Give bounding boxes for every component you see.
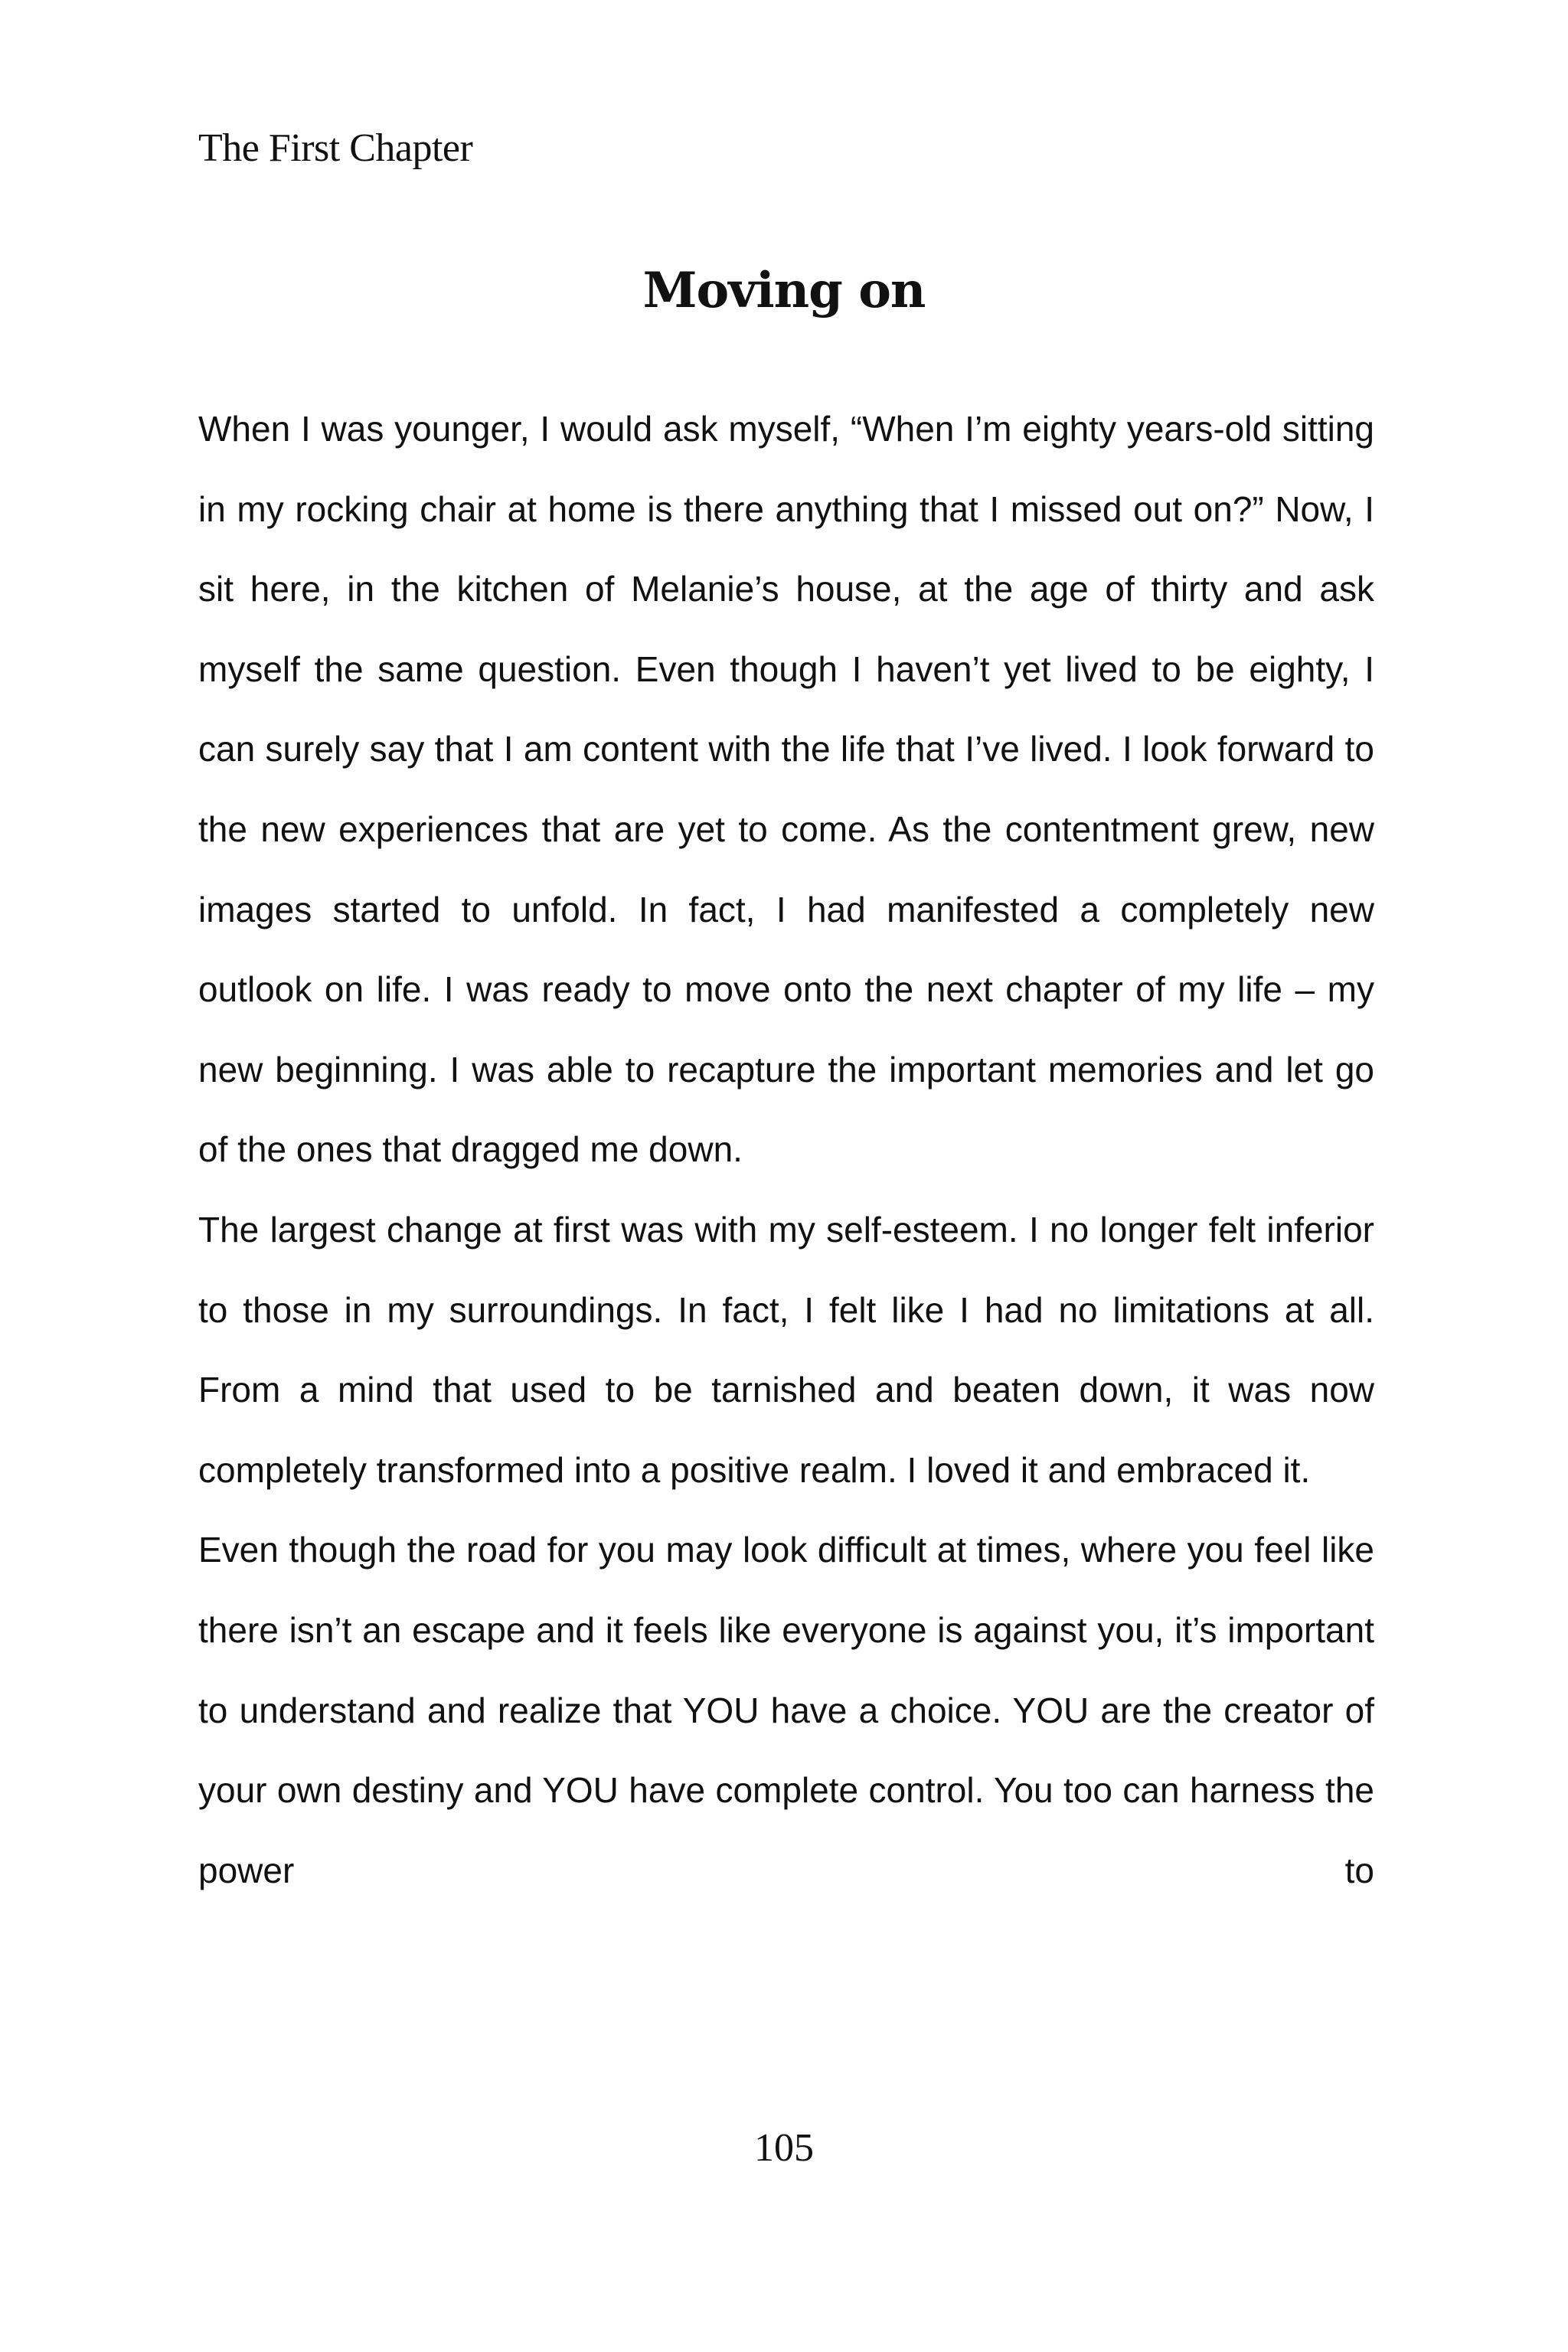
paragraph-2: The largest change at first was with my self-esteem. I no longer felt inferior to those in my surroundings. In fact, I felt like I had no limitations at all. From a mind that used to be tarnished and beaten down, it was now completely transformed into a positive realm. I loved it and embraced it.	[198, 1209, 1374, 1490]
chapter-body	[198, 389, 1374, 1910]
page-number: 105	[754, 2126, 814, 2170]
chapter-title: Moving on	[642, 262, 926, 319]
paragraph-1: When I was younger, I would ask myself, “When I’m eighty years-old sitting in my rocking chair at home is there anything that I missed out on?” Now, I sit here, in the kitchen of Melanie’s house, at the age of thirty and ask myself the same question. Even though I haven’t yet lived to be eighty, I can surely say that I am content with the life that I’ve lived. I look forward to the new experiences that are yet to come. As the contentment grew, new images started to unfold. In fact, I had manifested a completely new outlook on life. I was ready to move onto the next chapter of my life – my new beginning. I was able to recapture the important memories and let go of the ones that dragged me down.	[198, 409, 1374, 1170]
running-header: The First Chapter	[198, 126, 473, 170]
paragraph-3: Even though the road for you may look difficult at times, where you feel like there isn’t an escape and it feels like everyone is against you, it’s important to understand and realize that YOU have a choice. YOU are the creator of your own destiny and YOU have complete control. You too can harness the power to	[198, 1530, 1374, 1890]
